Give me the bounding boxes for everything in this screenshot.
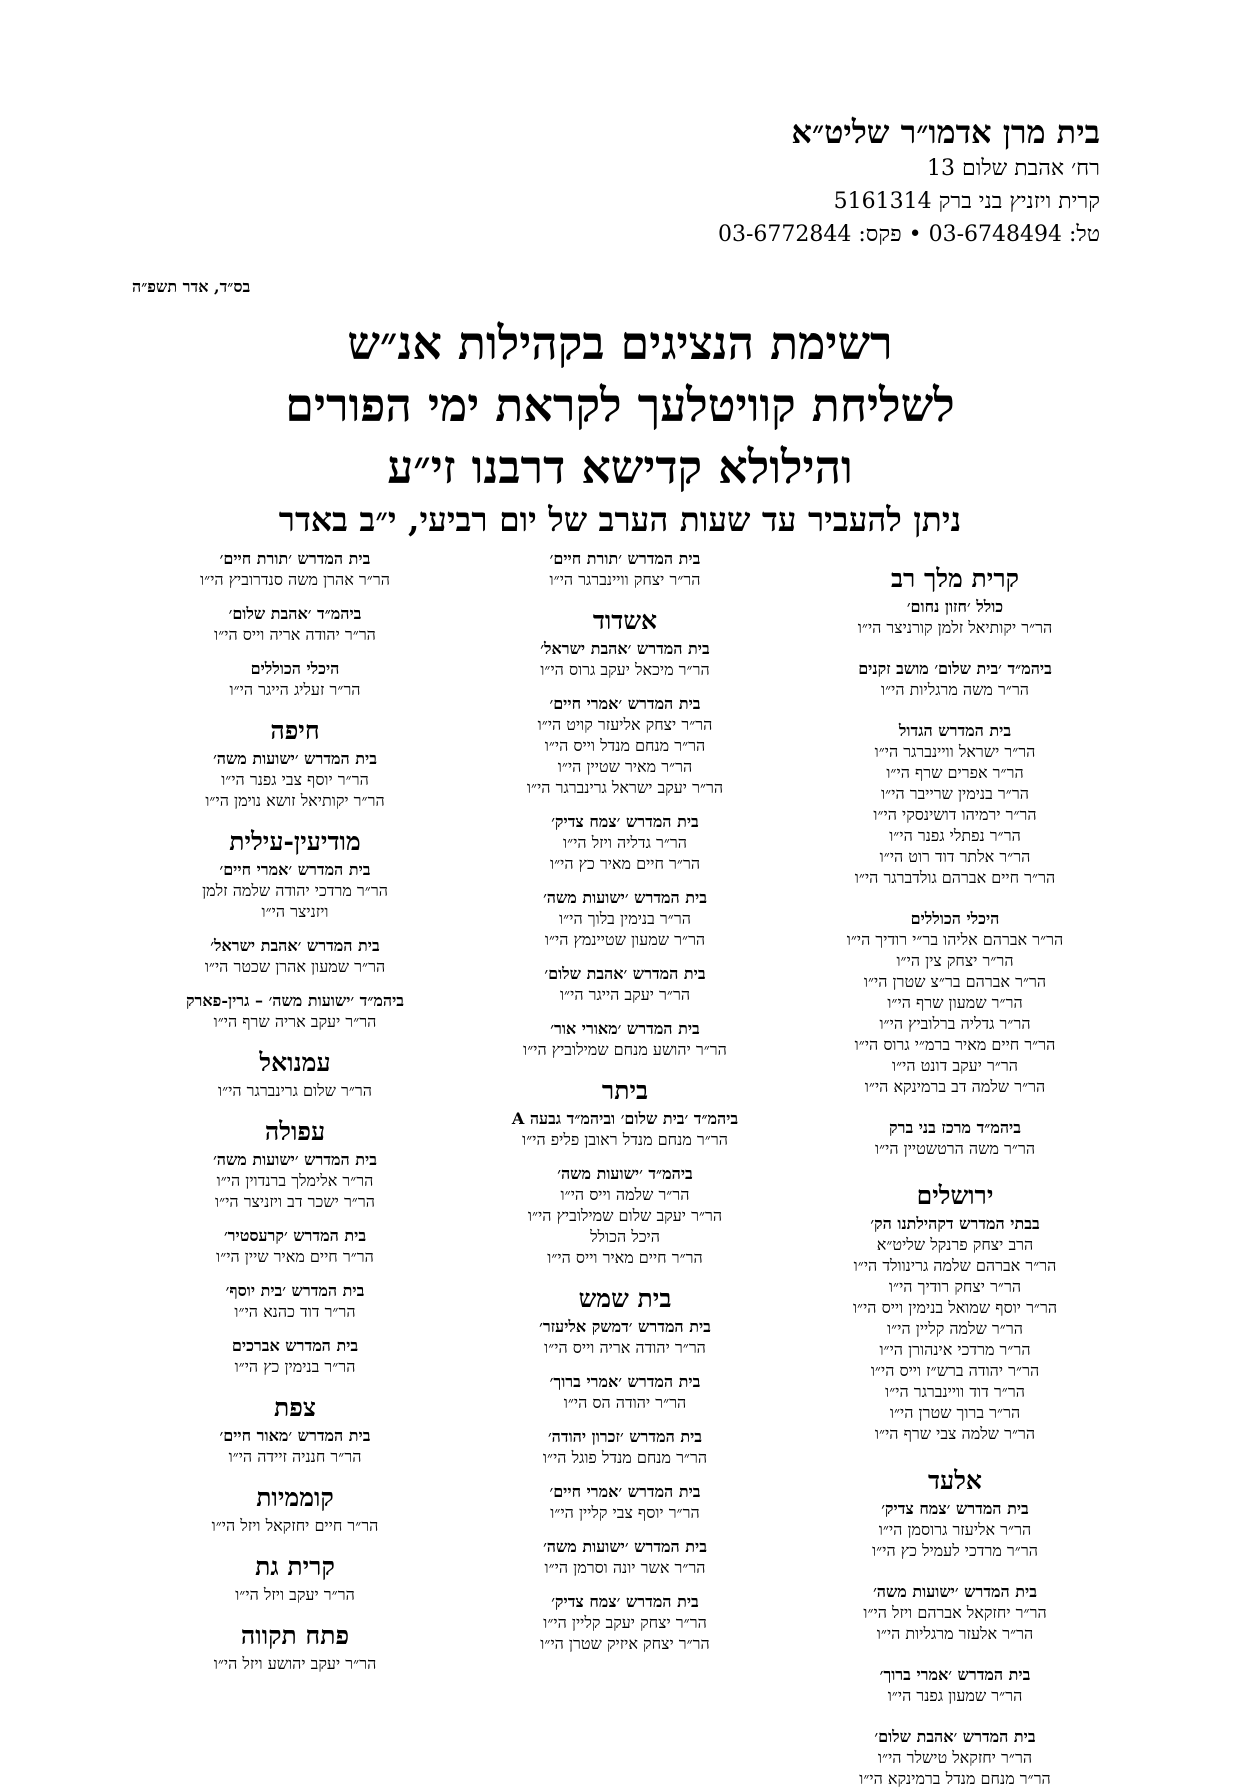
city-heading: ביתר — [601, 1076, 649, 1105]
representative-name: הר״ר מרדכי לעמיל כץ הי״ו — [872, 1541, 1038, 1560]
representative-name: הרב יצחק פרנקל שליט״א — [876, 1235, 1034, 1254]
city-heading: אשדוד — [592, 606, 658, 635]
synagogue-name: בית המדרש ׳אמרי חיים׳ — [219, 860, 371, 879]
representative-name: הר״ר יחזקאל טישלר הי״ו — [877, 1748, 1033, 1767]
letterhead-name: בית מרן אדמו״ר שליט״א — [791, 113, 1100, 151]
synagogue-group — [790, 596, 1120, 638]
representative-name: ויזניצר הי״ו — [261, 902, 329, 921]
representative-name: הר״ר יצחק יעקב קליין הי״ו — [543, 1613, 707, 1632]
title-deadline: ניתן להעביר עד שעות הערב של יום רביעי, י״ב באדר — [278, 500, 962, 539]
city-heading: בית שמש — [578, 1284, 672, 1313]
synagogue-group — [460, 1536, 790, 1578]
synagogue-group — [130, 935, 460, 977]
representative-name: הר״ר בנימין בלוך הי״ו — [559, 909, 691, 928]
representative-name: הר״ר יעקב הייגר הי״ו — [559, 985, 691, 1004]
synagogue-group — [790, 908, 1120, 1097]
synagogue-group — [130, 1335, 460, 1377]
representative-name: הר״ר אשר יונה וסרמן הי״ו — [544, 1558, 706, 1577]
synagogue-name: ביהמ״ד ׳ישועות משה׳ – גרין-פארק — [185, 991, 405, 1010]
synagogue-group — [130, 990, 460, 1032]
representative-name: הר״ר יקותיאל זלמן קורניצר הי״ו — [857, 618, 1053, 637]
synagogue-group — [790, 658, 1120, 700]
city-heading: עמנואל — [259, 1048, 331, 1077]
representative-name: הר״ר יעקב יהושע ויזל הי״ו — [213, 1654, 377, 1673]
representative-name: הר״ר חיים מאיר כץ הי״ו — [549, 854, 701, 873]
synagogue-group — [130, 859, 460, 922]
representative-name: הר״ר יעקב ישראל גרינברגר הי״ו — [526, 778, 724, 797]
city-heading: עפולה — [264, 1117, 326, 1146]
representative-name: הר״ר אליעזר גרוסמן הי״ו — [878, 1520, 1032, 1539]
synagogue-group — [460, 693, 790, 798]
representative-name: הר״ר מנחם מנדל ברמינקא הי״ו — [859, 1769, 1051, 1788]
city-section — [130, 548, 460, 700]
synagogue-group — [460, 963, 790, 1005]
letterhead-address: רח׳ אהבת שלום 13 — [927, 156, 1100, 181]
representative-name: הר״ר זעליג הייגר הי״ו — [229, 680, 361, 699]
synagogue-name: כולל ׳חזון נחום׳ — [906, 597, 1004, 616]
synagogue-name: בית המדרש ׳אמרי ברוך׳ — [549, 1372, 701, 1391]
representative-name: הר״ר ירמיהו דושינסקי הי״ו — [873, 805, 1037, 824]
representative-name: הר״ר שלום גרינברגר הי״ו — [218, 1081, 372, 1100]
city-heading: קוממיות — [256, 1483, 334, 1512]
city-section — [790, 1179, 1120, 1444]
representative-name: הר״ר חיים מאיר ברמ״י גרוס הי״ו — [854, 1035, 1056, 1054]
column-1 — [790, 548, 1120, 1788]
city-section — [460, 604, 790, 1060]
synagogue-name: בית המדרש ׳ישועות משה׳ — [543, 888, 707, 907]
representative-name: הר״ר חיים מאיר שיין הי״ו — [216, 1247, 374, 1266]
synagogue-group — [790, 1213, 1120, 1444]
synagogue-name: בית המדרש ׳אהבת שלום׳ — [544, 964, 706, 983]
city-heading: אלעד — [928, 1466, 982, 1495]
representative-name: הר״ר אלימלך ברנדוין הי״ו — [216, 1171, 374, 1190]
synagogue-name: בית המדרש ׳דמשק אליעזר׳ — [539, 1317, 711, 1336]
synagogue-name: בית המדרש ׳תורת חיים׳ — [549, 549, 701, 568]
synagogue-group — [790, 1117, 1120, 1159]
representative-name: הר״ר יעקב אריה שרף הי״ו — [213, 1012, 377, 1031]
representative-name: הר״ר יוסף צבי גפנר הי״ו — [221, 770, 369, 789]
representative-name: הר״ר יצחק אליעזר קויט הי״ו — [537, 715, 713, 734]
synagogue-group — [130, 1653, 460, 1674]
synagogue-name: ביהמ״ד ׳אהבת שלום׳ — [228, 604, 362, 623]
synagogue-group — [790, 1726, 1120, 1789]
synagogue-group — [130, 658, 460, 700]
synagogue-name: בית המדרש ׳צמח צדיק׳ — [551, 1592, 699, 1611]
representative-name: הר״ר חיים יחזקאל ויזל הי״ו — [211, 1516, 379, 1535]
representative-name: הר״ר אברהם בר״צ שטרן הי״ו — [863, 972, 1047, 991]
city-section — [130, 1550, 460, 1605]
representative-name: הר״ר משה הרטשטיין הי״ו — [874, 1139, 1036, 1158]
synagogue-group — [460, 548, 790, 590]
synagogue-name: היכלי הכוללים — [910, 909, 1000, 928]
document-title — [0, 312, 1240, 542]
representative-name: הר״ר יצחק רודיך הי״ו — [888, 1277, 1022, 1296]
synagogue-name: ביהמ״ד ׳ישועות משה׳ — [557, 1164, 693, 1183]
representative-name: הר״ר יעקב דונט הי״ו — [891, 1056, 1018, 1075]
synagogue-group — [130, 603, 460, 645]
representative-name: הר״ר יצחק איזיק שטרן הי״ו — [540, 1634, 710, 1653]
synagogue-group — [130, 1080, 460, 1101]
synagogue-name: בבתי המדרש דקהילתנו הק׳ — [870, 1214, 1040, 1233]
synagogue-group — [460, 1163, 790, 1268]
synagogue-name: ביהמ״ד ׳בית שלום׳ מושב זקנים — [858, 659, 1052, 678]
synagogue-name: בית המדרש הגדול — [898, 721, 1012, 740]
representative-name: הר״ר מנחם מנדל ראובן פליפ הי״ו — [522, 1130, 728, 1149]
representative-name: הר״ר יצחק צין הי״ו — [896, 951, 1014, 970]
representative-name: הר״ר נפתלי גפנר הי״ו — [889, 826, 1021, 845]
synagogue-name: בית המדרש ׳אהבת ישראל׳ — [210, 936, 380, 955]
synagogue-group — [460, 1426, 790, 1468]
synagogue-name: בית המדרש ׳ישועות משה׳ — [213, 1150, 377, 1169]
synagogue-group — [130, 1149, 460, 1212]
representative-name: הר״ר שמעון שטיינמץ הי״ו — [544, 930, 706, 949]
synagogue-name: בית המדרש ׳אמרי חיים׳ — [549, 1482, 701, 1501]
synagogue-name: בית המדרש ׳ישועות משה׳ — [543, 1537, 707, 1556]
synagogue-name: בית המדרש ׳בית יוסף׳ — [225, 1281, 365, 1300]
synagogue-group — [130, 548, 460, 590]
synagogue-name: בית המדרש ׳צמח צדיק׳ — [881, 1499, 1029, 1518]
representative-name: הר״ר משה מרגליות הי״ו — [881, 680, 1029, 699]
representative-name: הר״ר ישכר דב ויזניצר הי״ו — [215, 1192, 375, 1211]
city-section — [130, 1391, 460, 1467]
representative-name: הר״ר אברהם שלמה גרינוולד הי״ו — [853, 1256, 1057, 1275]
synagogue-group — [790, 1664, 1120, 1706]
synagogue-name: בית המדרש ׳מאור חיים׳ — [219, 1426, 371, 1445]
city-section — [130, 1619, 460, 1674]
representative-name: הר״ר חיים אברהם גולדברגר הי״ו — [854, 868, 1056, 887]
representative-name: הר״ר יוסף שמואל בנימין וייס הי״ו — [852, 1298, 1058, 1317]
synagogue-name: ביהמ״ד מרכז בני ברק — [889, 1118, 1021, 1137]
letterhead-phones: טל: 03-6748494 • פקס: 03-6772844 — [717, 222, 1100, 247]
representative-name: הר״ר שלמה צבי שרף הי״ו — [874, 1424, 1036, 1443]
representative-name: הר״ר יהודה אריה וייס הי״ו — [544, 1338, 706, 1357]
representative-name: הר״ר יהושע מנחם שמילוביץ הי״ו — [523, 1040, 727, 1059]
synagogue-name: בית המדרש אברכים — [231, 1336, 359, 1355]
representative-name: הר״ר אלעזר מרגליות הי״ו — [876, 1624, 1034, 1643]
column-2 — [460, 548, 790, 1728]
synagogue-group — [790, 720, 1120, 888]
representative-name: הר״ר אברהם אליהו בר״י רודיך הי״ו — [846, 930, 1064, 949]
synagogue-name: בית המדרש ׳ישועות משה׳ — [213, 749, 377, 768]
representative-name: הר״ר אהרן משה סנדרוביץ הי״ו — [200, 570, 390, 589]
city-section — [130, 1115, 460, 1377]
synagogue-group — [460, 887, 790, 950]
representative-name: הר״ר חיים מאיר וייס הי״ו — [547, 1248, 703, 1267]
synagogue-group — [130, 1280, 460, 1322]
representative-name: הר״ר יעקב שלום שמילוביץ הי״ו — [527, 1206, 723, 1225]
synagogue-group — [460, 1481, 790, 1523]
city-heading: ירושלים — [916, 1181, 994, 1210]
representative-name: הר״ר אלתר דוד רוט הי״ו — [879, 847, 1031, 866]
representative-name: הר״ר שמעון גפנר הי״ו — [887, 1686, 1023, 1705]
city-section — [790, 1464, 1120, 1789]
synagogue-name: בית המדרש ׳צמח צדיק׳ — [551, 812, 699, 831]
representative-name: היכל הכולל — [590, 1227, 660, 1246]
city-section — [790, 562, 1120, 1159]
representative-name: הר״ר מרדכי יהודה שלמה זלמן — [202, 881, 388, 900]
synagogue-group — [460, 638, 790, 680]
representative-name: הר״ר מרדכי אינהורן הי״ו — [879, 1340, 1031, 1359]
representative-name: הר״ר גדליה ברלוביץ הי״ו — [879, 1014, 1031, 1033]
synagogue-group — [460, 1591, 790, 1654]
synagogue-name: בית המדרש ׳תורת חיים׳ — [219, 549, 371, 568]
representative-name: הר״ר מאיר שטיין הי״ו — [557, 757, 693, 776]
representative-name: הר״ר יעקב ויזל הי״ו — [235, 1585, 355, 1604]
synagogue-group — [130, 1584, 460, 1605]
representative-name: הר״ר בנימין שרייבר הי״ו — [881, 784, 1029, 803]
letterhead — [640, 112, 1100, 251]
synagogue-name: היכלי הכוללים — [250, 659, 340, 678]
representative-name: הר״ר מנחם מנדל וייס הי״ו — [544, 736, 706, 755]
representative-name: הר״ר מיכאל יעקב גרוס הי״ו — [540, 660, 710, 679]
letterhead-city: קרית ויזניץ בני ברק 5161314 — [833, 189, 1100, 214]
representative-name: הר״ר יהודה ברש״ז וייס הי״ו — [870, 1361, 1040, 1380]
synagogue-name: בית המדרש ׳זכרון יהודה׳ — [547, 1427, 703, 1446]
representative-name: הר״ר יהודה הס הי״ו — [563, 1393, 687, 1412]
city-section — [130, 714, 460, 811]
synagogue-group — [460, 1316, 790, 1358]
representative-name: הר״ר אפרים שרף הי״ו — [886, 763, 1024, 782]
synagogue-group — [130, 1515, 460, 1536]
synagogue-group — [460, 811, 790, 874]
representative-name: הר״ר יחזקאל אברהם ויזל הי״ו — [863, 1603, 1047, 1622]
synagogue-name: בית המדרש ׳קרעסטיר׳ — [223, 1226, 367, 1245]
representatives-columns — [130, 548, 1120, 1788]
representative-name: הר״ר שמעון שרף הי״ו — [887, 993, 1023, 1012]
representative-name: הר״ר יהודה אריה וייס הי״ו — [214, 625, 376, 644]
city-section — [130, 1046, 460, 1101]
synagogue-group — [460, 1108, 790, 1150]
representative-name: הר״ר ברוך שטרן הי״ו — [889, 1403, 1021, 1422]
synagogue-group — [460, 1018, 790, 1060]
title-line-2: לשליחת קוויטלעך לקראת ימי הפורים — [285, 378, 955, 432]
synagogue-group — [460, 1371, 790, 1413]
city-section — [130, 825, 460, 1032]
city-section — [130, 1481, 460, 1536]
synagogue-group — [130, 1425, 460, 1467]
representative-name: הר״ר דוד וויינברגר הי״ו — [885, 1382, 1025, 1401]
city-section — [460, 1074, 790, 1268]
representative-name: הר״ר שלמה דב ברמינקא הי״ו — [864, 1077, 1046, 1096]
representative-name: הר״ר בנימין כץ הי״ו — [234, 1357, 356, 1376]
representative-name: הר״ר דוד כהנא הי״ו — [234, 1302, 356, 1321]
synagogue-name: בית המדרש ׳אהבת שלום׳ — [874, 1727, 1036, 1746]
synagogue-group — [790, 1498, 1120, 1561]
title-line-3: והילולא קדישא דרבנו זי״ע — [387, 440, 853, 494]
representative-name: הר״ר יקותיאל זושא נוימן הי״ו — [205, 791, 385, 810]
synagogue-name: בית המדרש ׳אמרי ברוך׳ — [879, 1665, 1031, 1684]
date-line: בס״ד, אדר תשפ״ה — [132, 277, 251, 296]
city-heading: צפת — [274, 1393, 316, 1422]
representative-name: הר״ר מנחם מנדל פוגל הי״ו — [542, 1448, 708, 1467]
synagogue-name: ביהמ״ד ׳בית שלום׳ וביהמ״ד גבעה A — [511, 1109, 739, 1128]
representative-name: הר״ר שמעון אהרן שכטר הי״ו — [204, 957, 386, 976]
city-heading: קרית גת — [255, 1552, 335, 1581]
representative-name: הר״ר גדליה ויזל הי״ו — [563, 833, 687, 852]
synagogue-name: בית המדרש ׳אהבת ישראל׳ — [540, 639, 710, 658]
representative-name: הר״ר יצחק וויינברגר הי״ו — [549, 570, 701, 589]
synagogue-name: בית המדרש ׳אמרי חיים׳ — [549, 694, 701, 713]
representative-name: הר״ר יוסף צבי קליין הי״ו — [550, 1503, 700, 1522]
column-3 — [130, 548, 460, 1728]
synagogue-group — [790, 1581, 1120, 1644]
representative-name: הר״ר שלמה וייס הי״ו — [560, 1185, 690, 1204]
representative-name: הר״ר ישראל וויינברגר הי״ו — [874, 742, 1036, 761]
synagogue-name: בית המדרש ׳ישועות משה׳ — [873, 1582, 1037, 1601]
representative-name: הר״ר שלמה קליין הי״ו — [887, 1319, 1023, 1338]
city-heading: חיפה — [270, 716, 320, 745]
title-line-1: רשימת הנציגים בקהילות אנ״ש — [347, 316, 893, 370]
city-heading: קרית מלך רב — [891, 564, 1019, 593]
synagogue-group — [130, 748, 460, 811]
synagogue-group — [130, 1225, 460, 1267]
representative-name: הר״ר חנניה זיידה הי״ו — [228, 1447, 362, 1466]
city-heading: מודיעין-עילית — [229, 827, 361, 856]
city-heading: פתח תקווה — [240, 1621, 350, 1650]
city-section — [460, 1282, 790, 1654]
synagogue-name: בית המדרש ׳מאורי אור׳ — [550, 1019, 700, 1038]
city-section — [460, 548, 790, 590]
